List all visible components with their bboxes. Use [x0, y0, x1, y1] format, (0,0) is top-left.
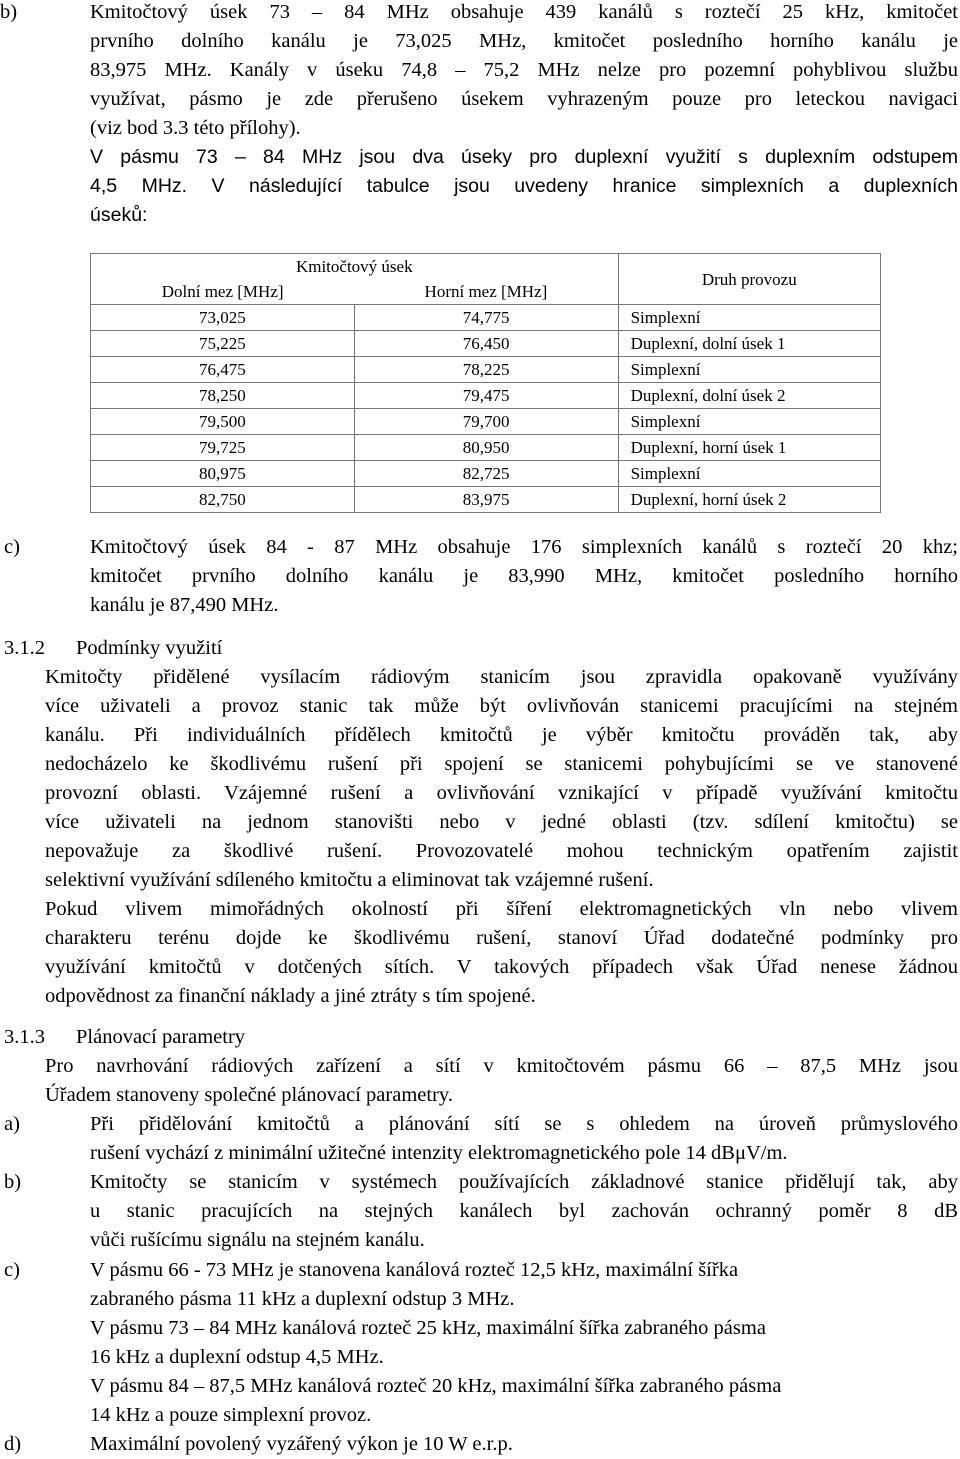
- text-line: V pásmu 84 – 87,5 MHz kanálová rozteč 20 kHz, maximální šířka zabraného pásma: [90, 1375, 782, 1397]
- operation-type-cell: Simplexní: [618, 305, 880, 331]
- item-b-text: [90, 0, 958, 230]
- header-upper-limit: Horní mez [MHz]: [354, 279, 618, 305]
- text-line: využívání kmitočtů v dotčených sítích. V takových případech však Úřad nenese žádnou: [45, 956, 958, 978]
- text-line: Úřadem stanoveny společné plánovací parametry.: [45, 1084, 453, 1106]
- lower-limit-cell: 82,750: [91, 487, 355, 513]
- item-c-label: c): [4, 536, 20, 558]
- item-b-label: b): [0, 1, 18, 23]
- header-operation-type: Druh provozu: [618, 254, 880, 305]
- text-line: zabraného pásma 11 kHz a duplexní odstup 3 MHz.: [90, 1288, 515, 1310]
- text-line: V pásmu 73 – 84 MHz kanálová rozteč 25 kHz, maximální šířka zabraného pásma: [90, 1317, 766, 1339]
- text-line: Pro navrhování rádiových zařízení a sítí v kmitočtovém pásmu 66 – 87,5 MHz jsou: [45, 1055, 958, 1077]
- table-row: [91, 409, 881, 435]
- lower-limit-cell: 79,500: [91, 409, 355, 435]
- item-label: d): [4, 1433, 22, 1455]
- text-line: selektivní využívání sdíleného kmitočtu a eliminovat tak vzájemné rušení.: [45, 869, 654, 891]
- text-line: nedocházelo ke škodlivému rušení při spojení se stanicemi pohybujícími se ve stanovené: [45, 753, 958, 775]
- text-line: (viz bod 3.3 této přílohy).: [90, 117, 301, 139]
- text-line: vůči rušícímu signálu na stejném kanálu.: [90, 1229, 425, 1251]
- table-row: [91, 461, 881, 487]
- lower-limit-cell: 76,475: [91, 357, 355, 383]
- text-line: Maximální povolený vyzářený výkon je 10 W e.r.p.: [90, 1433, 513, 1455]
- text-line: více uživateli na jednom stanovišti nebo v jedné oblasti (tzv. sdílení kmitočtu) se: [45, 811, 958, 833]
- operation-type-cell: Duplexní, horní úsek 1: [618, 435, 880, 461]
- text-line: nepovažuje za škodlivé rušení. Provozovatelé mohou technickým opatřením zajistit: [45, 840, 958, 862]
- text-line: rušení vychází z minimální užitečné intenzity elektromagnetického pole 14 dBμV/m.: [90, 1142, 788, 1164]
- lower-limit-cell: 75,225: [91, 331, 355, 357]
- section-number: 3.1.3: [4, 1026, 45, 1048]
- operation-type-cell: Simplexní: [618, 409, 880, 435]
- operation-type-cell: Duplexní, horní úsek 2: [618, 487, 880, 513]
- text-line: Kmitočtový úsek 84 - 87 MHz obsahuje 176 simplexních kanálů s roztečí 20 khz;: [90, 536, 958, 558]
- text-line: využívat, pásmo je zde přerušeno úsekem vyhrazeným pouze pro leteckou navigaci: [90, 88, 958, 110]
- text-line: V pásmu 66 - 73 MHz je stanovena kanálová rozteč 12,5 kHz, maximální šířka: [90, 1259, 739, 1281]
- text-line: kmitočet prvního dolního kanálu je 83,990 MHz, kmitočet posledního horního: [90, 565, 958, 587]
- upper-limit-cell: 79,475: [354, 383, 618, 409]
- section-title: Plánovací parametry: [76, 1026, 246, 1048]
- table-row: [91, 305, 881, 331]
- lower-limit-cell: 73,025: [91, 305, 355, 331]
- text-line: 83,975 MHz. Kanály v úseku 74,8 – 75,2 MHz nelze pro pozemní pohyblivou službu: [90, 59, 958, 81]
- item-label: c): [4, 1259, 20, 1281]
- table-row: [91, 383, 881, 409]
- paragraph: [45, 1052, 958, 1110]
- text-line: 14 kHz a pouze simplexní provoz.: [90, 1404, 372, 1426]
- table-row: [91, 331, 881, 357]
- text-line: Při přidělování kmitočtů a plánování sítí se s ohledem na úroveň průmyslového: [90, 1113, 958, 1135]
- table-row: [91, 357, 881, 383]
- frequency-table: [90, 253, 881, 513]
- text-line: u stanic pracujících na stejných kanálech byl zachován ochranný poměr 8 dB: [90, 1200, 958, 1222]
- paragraph: [45, 895, 958, 1011]
- text-line: kanálu. Při individuálních přídělech kmitočtů je výběr kmitočtu prováděn tak, aby: [45, 724, 958, 746]
- text-line: 16 kHz a duplexní odstup 4,5 MHz.: [90, 1346, 384, 1368]
- section-number: 3.1.2: [4, 637, 45, 659]
- section-title: Podmínky využití: [76, 637, 223, 659]
- text-line: Kmitočtový úsek 73 – 84 MHz obsahuje 439 kanálů s roztečí 25 kHz, kmitočet: [90, 1, 958, 23]
- text-line: 4,5 MHz. V následující tabulce jsou uvedeny hranice simplexních a duplexních: [90, 175, 958, 197]
- upper-limit-cell: 79,700: [354, 409, 618, 435]
- lower-limit-cell: 78,250: [91, 383, 355, 409]
- header-lower-limit: Dolní mez [MHz]: [91, 279, 355, 305]
- item-c-text: [90, 533, 958, 620]
- text-line: provozní oblasti. Vzájemné rušení a ovlivňování vznikající v případě využívání kmitočtu: [45, 782, 958, 804]
- upper-limit-cell: 80,950: [354, 435, 618, 461]
- text-line: více uživateli a provoz stanic tak může být ovlivňován stanicemi pracujícími na stejném: [45, 695, 958, 717]
- text-line: kanálu je 87,490 MHz.: [90, 594, 279, 616]
- text-line: odpovědnost za finanční náklady a jiné ztráty s tím spojené.: [45, 985, 536, 1007]
- upper-limit-cell: 74,775: [354, 305, 618, 331]
- operation-type-cell: Duplexní, dolní úsek 2: [618, 383, 880, 409]
- paragraph: [45, 663, 958, 895]
- text-line: charakteru terénu dojde ke škodlivému rušení, stanoví Úřad dodatečné podmínky pro: [45, 927, 958, 949]
- text-line: prvního dolního kanálu je 73,025 MHz, kmitočet posledního horního kanálu je: [90, 30, 958, 52]
- item-label: a): [4, 1113, 20, 1135]
- text-line: V pásmu 73 – 84 MHz jsou dva úseky pro duplexní využití s duplexním odstupem: [90, 146, 958, 168]
- text-line: úseků:: [90, 204, 148, 226]
- text-line: Pokud vlivem mimořádných okolností při šíření elektromagnetických vln nebo vlivem: [45, 898, 958, 920]
- operation-type-cell: Duplexní, dolní úsek 1: [618, 331, 880, 357]
- table-row: [91, 487, 881, 513]
- upper-limit-cell: 83,975: [354, 487, 618, 513]
- header-frequency-range: Kmitočtový úsek: [91, 254, 619, 280]
- item-label: b): [4, 1171, 22, 1193]
- operation-type-cell: Simplexní: [618, 357, 880, 383]
- upper-limit-cell: 78,225: [354, 357, 618, 383]
- upper-limit-cell: 82,725: [354, 461, 618, 487]
- text-line: Kmitočty se stanicím v systémech používajících základnové stanice přidělují tak, aby: [90, 1171, 958, 1193]
- upper-limit-cell: 76,450: [354, 331, 618, 357]
- text-line: Kmitočty přidělené vysílacím rádiovým stanicím jsou zpravidla opakovaně využívány: [45, 666, 958, 688]
- table-header-row: [91, 254, 881, 280]
- lower-limit-cell: 79,725: [91, 435, 355, 461]
- lower-limit-cell: 80,975: [91, 461, 355, 487]
- table-row: [91, 435, 881, 461]
- operation-type-cell: Simplexní: [618, 461, 880, 487]
